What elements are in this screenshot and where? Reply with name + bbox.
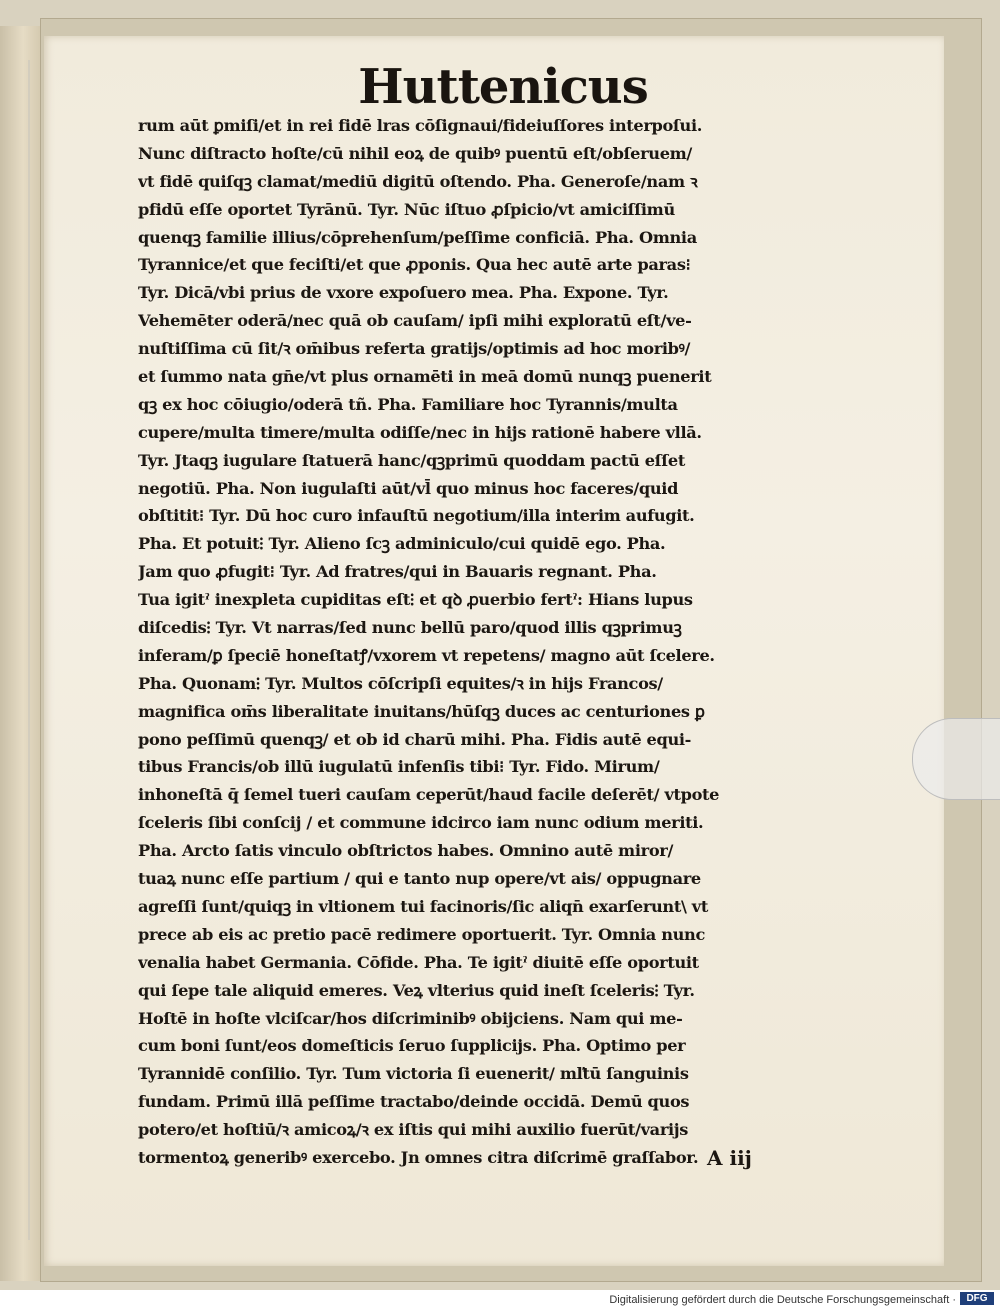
text-line: Jam quo ꝓfugit⁝ Tyr. Ad fratres/qui in Bauaris regnant. Pha.	[138, 562, 657, 582]
text-line: negotiū. Pha. Non iugulaſti aūt/vl̄ quo minus hoc faceres/quid	[138, 478, 679, 498]
text-line: Pha. Arcto ſatis vinculo obſtrictos habes. Omnino autē miror/	[138, 841, 674, 861]
dfg-logo: DFG	[960, 1292, 994, 1305]
text-line: fundam. Primū illā peſſime tractabo/deinde occidā. Demū quos	[138, 1092, 690, 1112]
text-line: tuaꝝ nunc eſſe partium / qui e tanto nup opere/vt ais/ oppugnare	[138, 869, 701, 889]
text-line: Tyr. Dicā/vbi prius de vxore expoſuero mea. Pha. Expone. Tyr.	[138, 283, 669, 303]
text-line: Tyr. Jtaqꝫ iugulare ſtatuerā hanc/qꝫprimū quoddam pactū eſſet	[138, 450, 685, 470]
page-tab-marker	[912, 718, 1000, 800]
text-line: inhoneſtā q̄ ſemel tueri cauſam ceperūt/haud facile deſerēt/ vtpote	[138, 785, 720, 805]
text-line: cupere/multa timere/multa odiſſe/nec in hijs rationē habere vllā.	[138, 422, 702, 442]
text-line: magnifica om̄s liberalitate inuitans/hūſqꝫ duces ac centuriones ꝑ	[138, 701, 705, 721]
text-line: cum boni ſunt/eos domeſticis ſeruo ſupplicijs. Pha. Optimo per	[138, 1036, 686, 1056]
text-line: Tua igitˀ inexpleta cupiditas eſt⁝ et qꝺ ꝓuerbio fertˀ: Hians lupus	[138, 590, 693, 610]
text-line: Nunc diſtracto hoſte/cū nihil eoꝝ de quibꝰ puentū eſt/obſeruem/	[138, 143, 692, 163]
text-line: pfidū eſſe oportet Tyrānū. Tyr. Nūc iſtuo ꝓſpicio/vt amiciſſimū	[138, 199, 675, 219]
text-line: Tyrannice/et que feciſti/et que ꝓponis. Qua hec autē arte paras⁝	[138, 255, 691, 275]
text-line: inferam/ꝑ ſpeciē honeſtatꝭ/vxorem vt repetens/ magno aūt ſcelere.	[138, 645, 715, 665]
text-line: rum aūt ꝑmiſi/et in rei fidē lras cōſignaui/fideiuſſores interpoſui.	[138, 116, 703, 135]
text-line: Vehemēter oderā/nec quā ob cauſam/ ipſi mihi exploratū eſt/ve-	[138, 311, 692, 331]
text-line: Tyrannidē conſilio. Tyr. Tum victoria ſi euenerit/ mľtū ſanguinis	[138, 1064, 689, 1084]
text-line: Pha. Et potuit⁝ Tyr. Alieno ſcꝫ adminiculo/cui quidē ego. Pha.	[138, 534, 666, 554]
text-line: Pha. Quonam⁝ Tyr. Multos cōſcripſi equites/ꝛ in hijs Francos/	[138, 673, 663, 693]
text-line: qui ſepe tale aliquid emeres. Veꝝ vlterius quid ineſt ſceleris⁝ Tyr.	[138, 980, 695, 1000]
body-text	[138, 112, 798, 1172]
text-line: nuſtiſſima cū ſit/ꝛ om̄ibus referta gratijs/optimis ad hoc moribꝰ/	[138, 339, 691, 359]
text-line: venalia habet Germania. Cōfide. Pha. Te igitˀ diuitē eſſe oportuit	[138, 952, 699, 972]
running-header: Huttenicus	[358, 59, 648, 115]
text-line: vt fidē quiſqꝫ clamat/mediū digitū oſtendo. Pha. Generoſe/nam ꝛ	[138, 171, 698, 191]
text-line: tibus Francis/ob illū iugulatū infenſis tibi⁝ Tyr. Fido. Mirum/	[138, 757, 660, 777]
text-line: Hoſtē in hoſte vlciſcar/hos diſcriminibꝰ obijciens. Nam qui me-	[138, 1008, 683, 1028]
text-line: qꝫ ex hoc cōiugio/oderā tñ. Pha. Familiare hoc Tyrannis/multa	[138, 394, 678, 414]
text-line: tormentoꝝ generibꝰ exercebo. Jn omnes citra diſcrimē graſſabor.	[138, 1147, 699, 1167]
text-line: quenqꝫ familie illius/cōprehenſum/peſſime conficiā. Pha. Omnia	[138, 227, 697, 247]
text-line: diſcedis⁝ Tyr. Vt narras/ſed nunc bellū paro/quod illis qꝫprimuꝫ	[138, 618, 682, 638]
text-line: prece ab eis ac pretio pacē redimere oportuerit. Tyr. Omnia nunc	[138, 924, 705, 944]
text-line: ſceleris ſibi conſcij / et commune idcirco iam nunc odium meriti.	[138, 813, 704, 833]
text-line: et ſummo nata gn̄e/vt plus ornamēti in meā domū nunqꝫ puenerit	[138, 367, 712, 387]
signature-mark: A iij	[707, 1146, 752, 1170]
text-line: potero/et hoſtiū/ꝛ amicoꝝ/ꝛ ex iſtis qui mihi auxilio fuerūt/varijs	[138, 1120, 689, 1140]
text-line: pono peſſimū quenqꝫ/ et ob id charū mihi. Pha. Fidis autē equi-	[138, 729, 692, 749]
text-line: obſtitit⁝ Tyr. Dū hoc curo infauſtū negotium/illa interim aufugit.	[138, 506, 695, 526]
text-line: agreſſi ſunt/quiqꝫ in vltionem tui facinoris/ſic aliqn̄ exarſerunt\ vt	[138, 896, 708, 916]
footer-credit: Digitalisierung gefördert durch die Deutsche Forschungsgemeinschaft ·	[609, 1294, 956, 1306]
